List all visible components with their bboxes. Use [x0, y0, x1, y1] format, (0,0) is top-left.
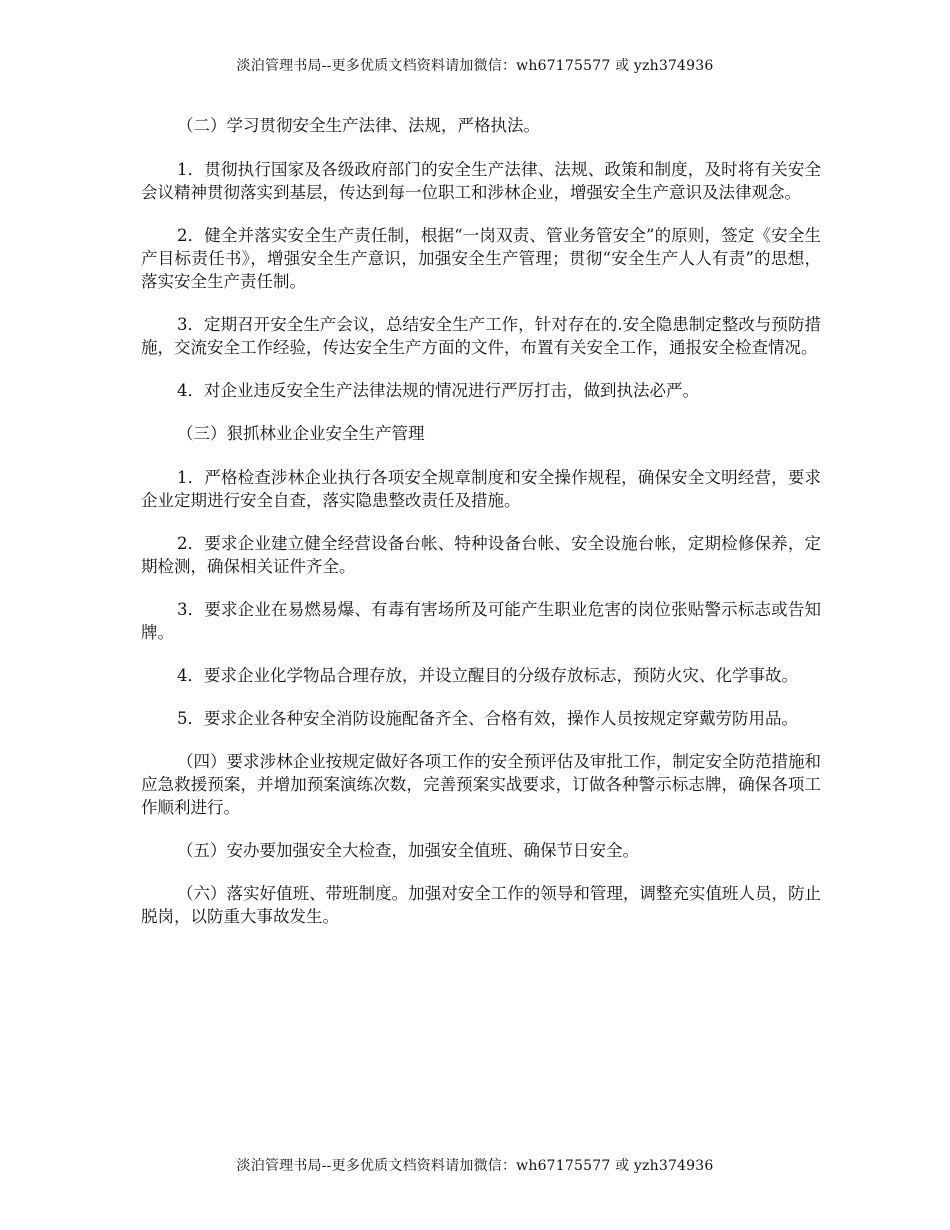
- section-heading-3: （三）狠抓林业企业安全生产管理: [177, 424, 425, 443]
- paragraph: 2．要求企业建立健全经营设备台帐、特种设备台帐、安全设施台帐，定期检修保养，定期检测，确保相关证件齐全。: [141, 534, 821, 576]
- paragraph: 3．定期召开安全生产会议，总结安全生产工作，针对存在的.安全隐患制定整改与预防措施，交流安全工作经验，传达安全生产方面的文件，布置有关安全工作，通报安全检查情况。: [141, 315, 821, 357]
- section-paragraph-6: （六）落实好值班、带班制度。加强对安全工作的领导和管理，调整充实值班人员，防止脱岗，以防重大事故发生。: [141, 884, 821, 926]
- paragraph: 2．健全并落实安全生产责任制，根据“一岗双责、管业务管安全”的原则，签定《安全生产目标责任书》，增强安全生产意识，加强安全生产管理；贯彻“安全生产人人有责”的思想，落实安全生产责任制。: [141, 226, 821, 291]
- section-paragraph-5: （五）安办要加强安全大检查，加强安全值班、确保节日安全。: [177, 841, 639, 860]
- document-body: [141, 114, 821, 948]
- section-paragraph-4: （四）要求涉林企业按规定做好各项工作的安全预评估及审批工作，制定安全防范措施和应急救援预案，并增加预案演练次数，完善预案实战要求，订做各种警示标志牌，确保各项工作顺利进行。: [141, 752, 821, 817]
- paragraph: 4．要求企业化学物品合理存放，并设立醒目的分级存放标志，预防火灾、化学事故。: [177, 666, 798, 685]
- paragraph: 1．贯彻执行国家及各级政府部门的安全生产法律、法规、政策和制度，及时将有关安全会议精神贯彻落实到基层，传达到每一位职工和涉林企业，增强安全生产意识及法律观念。: [141, 160, 821, 202]
- section-heading-2: （二）学习贯彻安全生产法律、法规，严格执法。: [177, 116, 540, 135]
- paragraph: 5．要求企业各种安全消防设施配备齐全、合格有效，操作人员按规定穿戴劳防用品。: [177, 709, 798, 728]
- page-footer: 淡泊管理书局--更多优质文档资料请加微信：wh67175577 或 yzh374936: [236, 1158, 714, 1174]
- paragraph: 4．对企业违反安全生产法律法规的情况进行严厉打击，做到执法必严。: [177, 381, 699, 400]
- paragraph: 1．严格检查涉林企业执行各项安全规章制度和安全操作规程，确保安全文明经营，要求企业定期进行安全自查，落实隐患整改责任及措施。: [141, 468, 821, 510]
- page-header: 淡泊管理书局--更多优质文档资料请加微信：wh67175577 或 yzh374936: [236, 58, 714, 74]
- paragraph: 3．要求企业在易燃易爆、有毒有害场所及可能产生职业危害的岗位张贴警示标志或告知牌。: [141, 600, 821, 642]
